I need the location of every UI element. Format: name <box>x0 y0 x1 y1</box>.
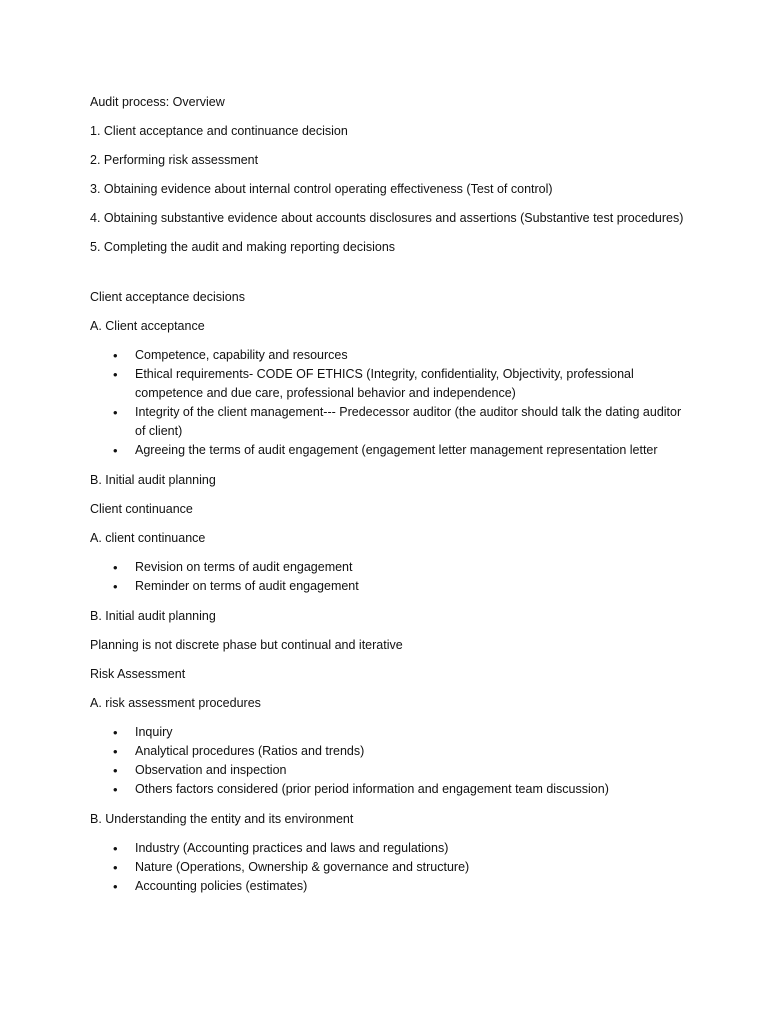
list-item: • Competence, capability and resources <box>90 346 690 365</box>
continuance-subheading-b: B. Initial audit planning <box>90 609 216 623</box>
overview-title: Audit process: Overview <box>90 95 225 109</box>
continuance-bullet-list <box>90 558 690 596</box>
list-item: • Ethical requirements- CODE OF ETHICS (Integrity, confidentiality, Objectivity, professional competence and due care, professional behavior and independence) <box>90 365 690 403</box>
planning-note: Planning is not discrete phase but continual and iterative <box>90 638 403 652</box>
list-item: • Agreeing the terms of audit engagement (engagement letter management representation letter <box>90 441 690 460</box>
list-item: • Industry (Accounting practices and laws and regulations) <box>90 839 690 858</box>
risk-subheading-b: B. Understanding the entity and its environment <box>90 812 354 826</box>
overview-step-2: 2. Performing risk assessment <box>90 153 259 167</box>
list-item: • Analytical procedures (Ratios and trends) <box>90 742 690 761</box>
list-item: • Inquiry <box>90 723 690 742</box>
overview-step-4: 4. Obtaining substantive evidence about accounts disclosures and assertions (Substantive test procedures) <box>90 211 684 225</box>
acceptance-subheading-a: A. Client acceptance <box>90 319 205 333</box>
risk-heading: Risk Assessment <box>90 667 186 681</box>
overview-step-5: 5. Completing the audit and making reporting decisions <box>90 240 396 254</box>
continuance-subheading-a: A. client continuance <box>90 531 206 545</box>
acceptance-heading: Client acceptance decisions <box>90 290 245 304</box>
continuance-heading: Client continuance <box>90 502 193 516</box>
overview-step-3: 3. Obtaining evidence about internal control operating effectiveness (Test of control) <box>90 182 553 196</box>
acceptance-bullet-list <box>90 346 690 460</box>
risk-procedures-list <box>90 723 690 799</box>
list-item: • Others factors considered (prior period information and engagement team discussion) <box>90 780 690 799</box>
list-item: • Observation and inspection <box>90 761 690 780</box>
section-spacer <box>90 267 690 288</box>
list-item: • Reminder on terms of audit engagement <box>90 577 690 596</box>
list-item: • Accounting policies (estimates) <box>90 877 690 896</box>
acceptance-subheading-b: B. Initial audit planning <box>90 473 216 487</box>
list-item: • Revision on terms of audit engagement <box>90 558 690 577</box>
list-item: • Nature (Operations, Ownership & governance and structure) <box>90 858 690 877</box>
overview-step-1: 1. Client acceptance and continuance decision <box>90 124 348 138</box>
list-item: • Integrity of the client management--- Predecessor auditor (the auditor should talk the dating auditor of client) <box>90 403 690 441</box>
entity-understanding-list <box>90 839 690 896</box>
risk-subheading-a: A. risk assessment procedures <box>90 696 261 710</box>
document-page <box>90 93 690 907</box>
